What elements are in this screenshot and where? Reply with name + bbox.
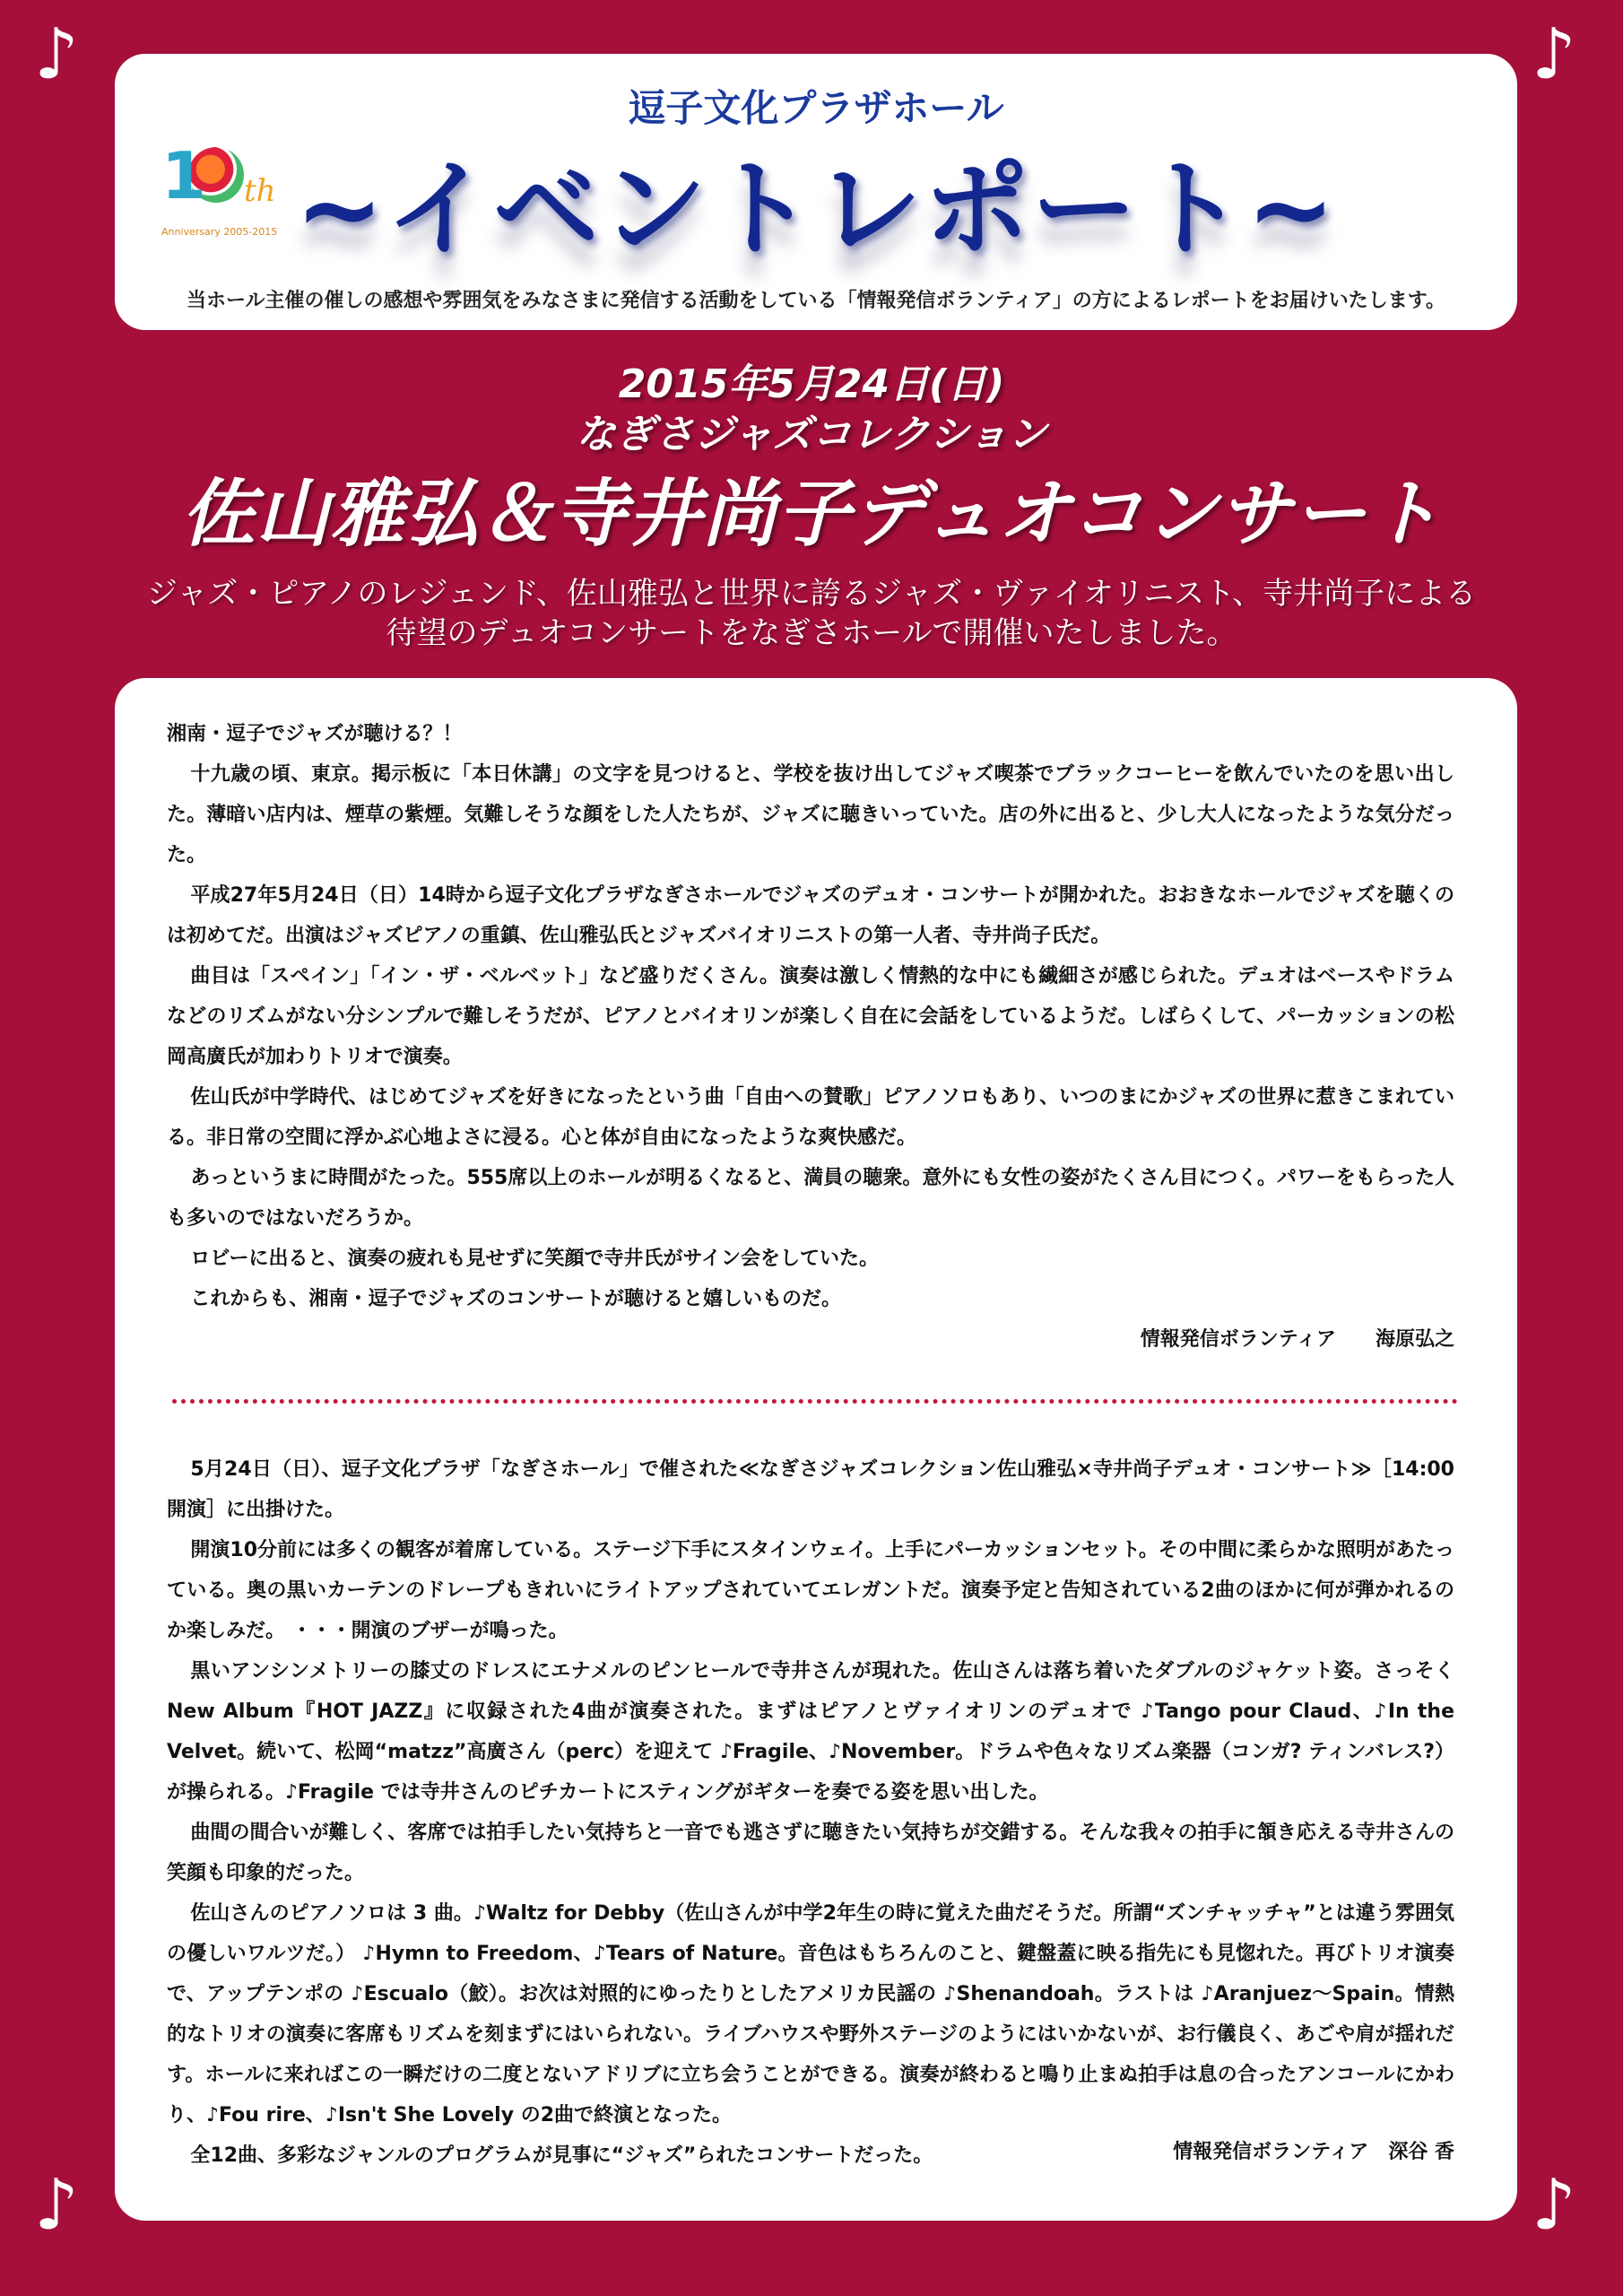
page-title: ~イベントレポート~ xyxy=(295,147,1337,271)
report-paragraph: 佐山さんのピアノソロは 3 曲。♪Waltz for Debby（佐山さんが中学2年生の時に覚えた曲だそうだ。所謂“ズンチャッチャ”とは違う雰囲気の優しいワルツだ。） ♪Hymn to Freedom、♪Tears of Nature。音色はもちろんのこと、鍵盤蓋に映る指先にも見惚れた。再びトリオ演奏で、アップテンポの ♪Escualo（鮫）。お次は対照的にゆったりとしたアメリカ民謡の ♪Shenandoah。ラストは ♪Aranjuez～Spain。情熱的なトリオの演奏に客席もリズムを刻まずにはいられない。ライブハウスや野外ステージのようにはいかないが、お行儀良く、あごや肩が揺れだす。ホールに来ればこの一瞬だけの二度とないアドリブに立ち会うことができる。演奏が終わると鳴り止まぬ拍手は息の合ったアンコールにかわり、♪Fou rire、♪Isn't She Lovely の2曲で終演となった。 xyxy=(167,1902,1454,2126)
event-series: なぎさジャズコレクション xyxy=(576,412,1047,457)
logo-one: 1 xyxy=(161,138,207,213)
report-paragraph: 黒いアンシンメトリーの膝丈のドレスにエナメルのピンヒールで寺井さんが現れた。佐山さんは落ち着いたダブルのジャケット姿。さっそく New Album『HOT JAZZ』に収録された4曲が演奏された。まずはピアノとヴァイオリンのデュオで ♪Tango pour Claud、♪In the Velvet。続いて、松岡“matzz”高廣さん（perc）を迎えて ♪Fragile、♪November。ドラムや色々なリズム楽器（コンガ? ティンバレス?）が操られる。♪Fragile では寺井さんのピチカートにスティングがギターを奏でる姿を思い出した。 xyxy=(167,1660,1454,1804)
report-1 xyxy=(167,714,1454,1319)
report-panel xyxy=(115,678,1517,2221)
venue-name: 逗子文化プラザホール xyxy=(628,86,1004,130)
report-paragraph: 曲間の間合いが難しく、客席では拍手したい気持ちと一音でも逃さずに聴きたい気持ちが交錯する。そんな我々の拍手に頷き応える寺井さんの笑顔も印象的だった。 xyxy=(167,1822,1454,1884)
music-note-icon: ♪ xyxy=(1532,14,1576,95)
report-paragraph: 全12曲、多彩なジャンルのプログラムが見事に“ジャズ”られたコンサートだった。 xyxy=(190,2144,933,2167)
music-note-icon: ♪ xyxy=(1532,2165,1576,2246)
logo-th: th xyxy=(244,173,276,209)
report-1-signature: 情報発信ボランティア 海原弘之 xyxy=(1140,1328,1454,1351)
report-paragraph: 曲目は「スペイン」「イン・ザ・ベルベット」など盛りだくさん。演奏は激しく情熱的な中にも繊細さが感じられた。デュオはベースやドラムなどのリズムがない分シンプルで難しそうだが、ピアノとバイオリンが楽しく自在に会話をしているようだ。しばらくして、パーカッションの松岡高廣氏が加わりトリオで演奏。 xyxy=(167,965,1454,1068)
event-date: 2015年5月24日(日) xyxy=(618,361,1005,407)
report-paragraph: これからも、湘南・逗子でジャズのコンサートが聴けると嬉しいものだ。 xyxy=(190,1288,841,1310)
report-2 xyxy=(167,1449,1454,2176)
music-note-icon: ♪ xyxy=(34,2165,79,2246)
report-paragraph: 平成27年5月24日（日）14時から逗子文化プラザなぎさホールでジャズのデュオ・コンサートが開かれた。おおきなホールでジャズを聴くのは初めてだ。出演はジャズピアノの重鎮、佐山雅弘氏とジャズバイオリニストの第一人者、寺井尚子氏だ。 xyxy=(167,884,1454,947)
report-paragraph: 5月24日（日）、逗子文化プラザ「なぎさホール」で催された≪なぎさジャズコレクション佐山雅弘×寺井尚子デュオ・コンサート≫［14:00 開演］に出掛けた。 xyxy=(167,1458,1454,1521)
intro-text: 当ホール主催の催しの感想や雰囲気をみなさまに発信する活動をしている「情報発信ボランティア」の方によるレポートをお届けいたします。 xyxy=(186,290,1446,312)
lead-line: ジャズ・ピアノのレジェンド、佐山雅弘と世界に誇るジャズ・ヴァイオリニスト、寺井尚子による xyxy=(146,576,1477,612)
dotted-divider xyxy=(172,1399,1458,1404)
report-2-signature: 情報発信ボランティア 深谷 香 xyxy=(1173,2141,1454,2163)
report-paragraph: 十九歳の頃、東京。掲示板に「本日休講」の文字を見つけると、学校を抜け出してジャズ喫茶でブラックコーヒーを飲んでいたのを思い出した。薄暗い店内は、煙草の紫煙。気難しそうな顔をした人たちが、ジャズに聴きいっていた。店の外に出ると、少し大人になったような気分だった。 xyxy=(167,763,1454,866)
report-paragraph: 開演10分前には多くの観客が着席している。ステージ下手にスタインウェイ。上手にパーカッションセット。その中間に柔らかな照明があたっている。奥の黒いカーテンのドレープもきれいにライトアップされていてエレガントだ。演奏予定と告知されている2曲のほかに何が弾かれるのか楽しみだ。 ・・・開演のブザーが鳴った。 xyxy=(167,1539,1454,1642)
lead-line: 待望のデュオコンサートをなぎさホールで開催いたしました。 xyxy=(386,615,1237,651)
report-paragraph: あっというまに時間がたった。555席以上のホールが明るくなると、満員の聴衆。意外にも女性の姿がたくさん目につく。パワーをもらった人も多いのではないだろうか。 xyxy=(167,1167,1454,1230)
music-note-icon: ♪ xyxy=(34,14,79,95)
report-paragraph: ロビーに出ると、演奏の疲れも見せずに笑顔で寺井氏がサイン会をしていた。 xyxy=(190,1248,879,1270)
report-paragraph: 佐山氏が中学時代、はじめてジャズを好きになったという曲「自由への賛歌」ピアノソロもあり、いつのまにかジャズの世界に惹きこまれている。非日常の空間に浮かぶ心地よさに浸る。心と体が自由になったような爽快感だ。 xyxy=(167,1086,1454,1149)
event-title: 佐山雅弘＆寺井尚子デュオコンサート xyxy=(181,472,1442,557)
report-heading: 湘南・逗子でジャズが聴ける？！ xyxy=(167,723,463,745)
header-panel xyxy=(115,54,1517,330)
logo-anniversary-text: Anniversary 2005-2015 xyxy=(161,226,278,238)
